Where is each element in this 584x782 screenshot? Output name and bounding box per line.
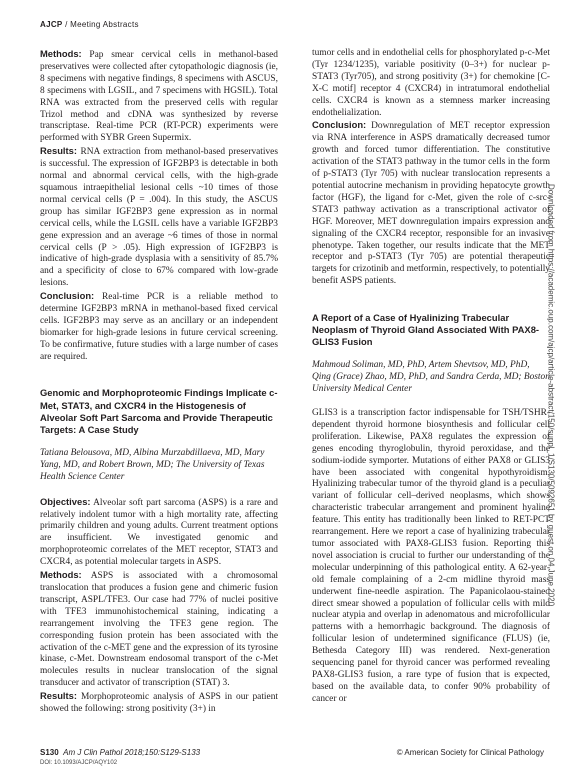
objectives-label: Objectives:: [40, 495, 91, 507]
running-header: [40, 20, 139, 29]
abstract2-authors: Tatiana Belousova, MD, Albina Murzabdillaeva, MD, Mary Yang, MD, and Robert Brown, MD; The University of Texas Health Science Center: [40, 448, 265, 482]
footer-left: [40, 748, 200, 757]
objectives-text: Alveolar soft part sarcoma (ASPS) is a rare and relatively indolent tumor with a high mortality rate, affecting primarily children and young adults. Current treatment options are insufficient. We investigated genomic and morphoproteomic correlates of the MET receptor, STAT3 and CXCR4, as potential molecular targets in ASPS.: [40, 497, 278, 568]
abstract3-authors: Mahmoud Soliman, MD, PhD, Artem Shevtsov, MD, PhD, Qing (Grace) Zhao, MD, PhD, and Sandra Cerda, MD; Boston University Medical Center: [312, 360, 550, 395]
methods-label: Methods:: [40, 569, 82, 581]
journal-name: AJCP: [40, 20, 63, 29]
abstract2-title: Genomic and Morphoproteomic Findings Implicate c-Met, STAT3, and CXCR4 in the Histogenesis of Alveolar Soft Part Sarcoma and Provide Therapeutic Targets: A Case Study: [40, 387, 278, 435]
abstract1-methods: [40, 48, 278, 145]
abstract2-results-continued: tumor cells and in endothelial cells for phosphorylated p-c-Met (Tyr 1234/1235), variable positivity (0–3+) for nuclear p-STAT3 (Tyr705), and strong positivity (3+) for chemokine [C-X-C motif] receptor 4 (CXCR4) in intratumoral endothelial cells. CXCR4 is known as a stemness marker increasing endothelialization.: [312, 48, 550, 118]
left-column: [40, 48, 278, 716]
abstract2-methods: [40, 569, 278, 690]
copyright: © American Society for Clinical Pathology: [396, 748, 544, 757]
conclusion-label: Conclusion:: [312, 119, 367, 131]
methods-text: ASPS is associated with a chromosomal translocation that produces a fusion gene and chimeric fusion transcript, ASPL/TFE3. Our case had 77% of nuclei positive with TFE3 immunohistochemical staining, indicating a rearrangement involving the TFE3 gene region. The corresponding fusion protein has been associated with the activation of the c-MET gene and the expression of its tyrosine kinase, c-Met. Downstream endosomal transport of the c-Met molecules results in nuclear translocation of the signal transducer and activator of transcription (STAT) 3.: [40, 571, 278, 689]
conclusion-text: Real-time PCR is a reliable method to determine IGF2BP3 mRNA in methanol-based fixed cervical cells. IGF2BP3 may serve as an ancillary or an independent biomarker for high-grade lesions in future cervical screening. To be confirmative, future studies with a large number of cases are required.: [40, 292, 278, 362]
abstract3-body: GLIS3 is a transcription factor indispensable for TSH/TSHR-dependent thyroid hormone biosynthesis and follicular cell proliferation. Likewise, PAX8 regulates the expression of genes encoding thyroglobulin, thyroid peroxidase, and the sodium-iodide symporter. Mutations of either PAX8 or GLIS3 have been associated with congenital hypothyroidism. Hyalinizing trabecular tumor of the thyroid gland is a peculiar variant of follicular cell–derived neoplasms, which shows characteristic trabecular arrangement and prominent hyaline feature. This entity has traditionally been linked to RET-PCT rearrangement. Here we report a case of hyalinizing trabecular tumor associated with PAX8-GLIS3 fusion. Reporting this novel association is crucial to further our understanding of the molecular underpinning of this pathological entity. A 62-year-old female complaining of a 2-cm midline thyroid mass underwent fine-needle aspiration. The Papanicolaou-stained direct smear showed a population of follicular cells with mild nuclear atypia and overlap in adenomatous and microfollicular patterns with a hemorrhagic background. The diagnosis of follicular lesion of undetermined significance (FLUS) (ie, Bethesda Category III) was rendered. Next-generation sequencing panel for thyroid cancer was performed revealing PAX8-GLIS3 fusion, a rare type of fusion that is expected, based on the available data, to confer 90% probability of cancer or: [312, 408, 550, 704]
abstract2-conclusion: [312, 119, 550, 288]
conclusion-label: Conclusion:: [40, 290, 95, 302]
page-number: S130: [40, 748, 59, 757]
methods-label: Methods:: [40, 48, 82, 59]
doi: DOI: 10.1093/AJCP/AQY102: [40, 760, 118, 766]
results-label: Results:: [40, 145, 77, 157]
abstract1-results: [40, 145, 278, 290]
right-column: [312, 48, 550, 706]
abstract2-objectives: [40, 496, 278, 569]
methods-text: Pap smear cervical cells in methanol-based preservatives were collected after cytopathologic diagnosis (ie, 8 specimens with negative findings, 8 specimens with ASCUS, 8 specimens with LGSIL, and 7 specimens with HGSIL). Total RNA was extracted from the preserved cells with regular Trizol method and cDNA was synthesized by reverse transcriptase. Real-time PCR (RT-PCR) experiments were performed with SYBR Green Supermix.: [40, 50, 278, 144]
abstract3-title: A Report of a Case of Hyalinizing Trabecular Neoplasm of Thyroid Gland Associated With PAX8-GLIS3 Fusion: [312, 311, 540, 348]
download-notice-text: Downloaded from https://academic.oup.com/ajcp/article-abstract/150/suppl_1/S130/5092651 by guest on 04 June 2020: [546, 183, 556, 607]
conclusion-text: Downregulation of MET receptor expression via RNA interference in ASPS dramatically decreased tumor growth and forced tumor differentiation. The constitutive activation of the STAT3 pathway in the tumor cells in the form of p-STAT3 (Tyr 705) with nuclear translocation represents a potential autocrine mechanism in providing hepatocyte growth factor (HGF), the ligand for c-Met, given the role of c-src-STAT3 pathway activation as a transcriptional activator of HGF. Moreover, MET downregulation impairs expression and signaling of the CXCR4 receptor, responsible for an invasive phenotype. Taken together, our results indicate that the MET receptor and p-STAT3 (Tyr 705) are potential therapeutic targets for crizotinib and metformin, respectively, to potentially benefit ASPS patients.: [312, 121, 550, 287]
abstract1-conclusion: [40, 290, 278, 363]
results-text: Morphoproteomic analysis of ASPS in our patient showed the following: strong positivity (3+) in: [40, 692, 278, 715]
abstract2-results: [40, 690, 278, 716]
citation: Am J Clin Pathol 2018;150:S129-S133: [63, 748, 201, 757]
results-label: Results:: [40, 690, 77, 702]
section-name: / Meeting Abstracts: [62, 20, 139, 29]
results-text: RNA extraction from methanol-based preservatives is successful. The expression of IGF2BP3 is detectable in both normal and abnormal cervical cells, with the high-grade squamous intraepithelial lesional cells ~10 times of those normal cervical cells (P = .004). In this study, the ASCUS group has similar IGF2BP3 gene expression as in normal cervical cells, while the LGSIL cells have a variable IGF2BP3 gene expression and an average ~6 times of those in normal cervical cells (P > .05). High expression of IGF2BP3 is indicative of high-grade dysplasia with a sensitivity of 85.7% and a specificity of close to 67% compared with low-grade lesions.: [40, 147, 278, 289]
